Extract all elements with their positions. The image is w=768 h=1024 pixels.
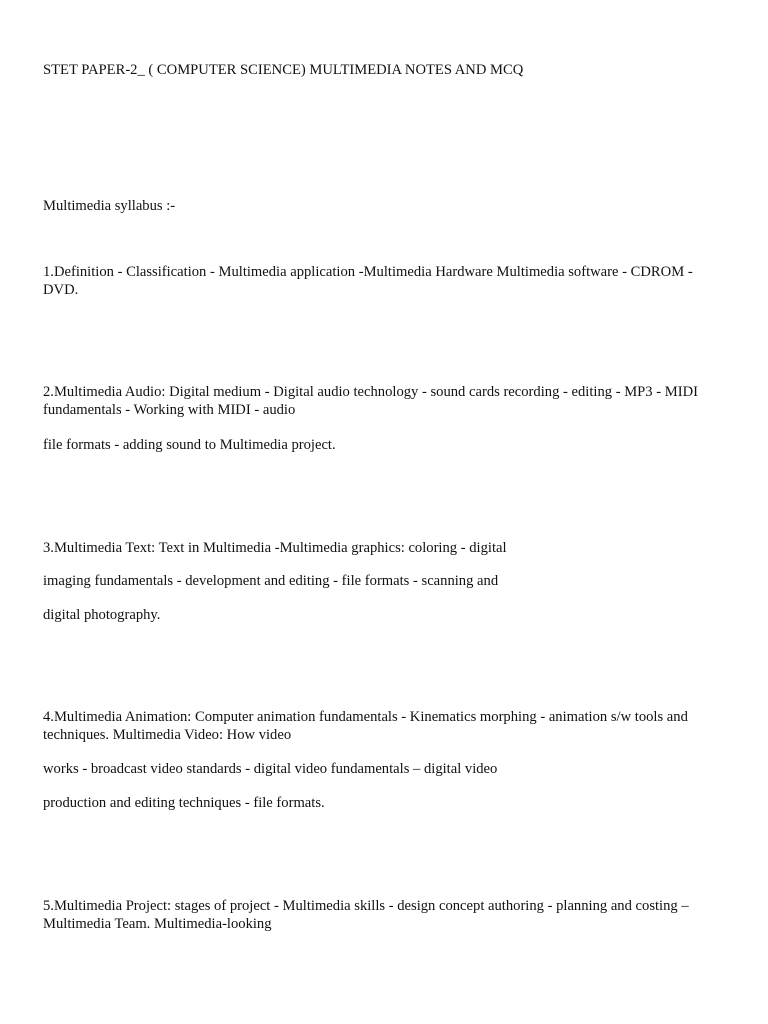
syllabus-item-2: 2.Multimedia Audio: Digital medium - Digital audio technology - sound cards recording - editing - MP3 - MIDI fundamentals - Working with MIDI - audio [43,384,698,418]
syllabus-item-4-continued: works - broadcast video standards - digital video fundamentals – digital video [43,761,498,777]
syllabus-item-3-continued: imaging fundamentals - development and editing - file formats - scanning and [43,573,499,589]
syllabus-item-5: 5.Multimedia Project: stages of project - Multimedia skills - design concept authoring - planning and costing –Multimedia Team. Multimedia-looking [43,898,689,932]
syllabus-item-1: 1.Definition - Classification - Multimedia application -Multimedia Hardware Multimedia software - CDROM - DVD. [43,264,693,298]
syllabus-item-3: 3.Multimedia Text: Text in Multimedia -Multimedia graphics: coloring - digital [43,540,507,556]
syllabus-item-4-continued: production and editing techniques - file formats. [43,795,325,811]
document-title: STET PAPER-2_ ( COMPUTER SCIENCE) MULTIMEDIA NOTES AND MCQ [43,62,524,78]
syllabus-item-4: 4.Multimedia Animation: Computer animation fundamentals - Kinematics morphing - animation s/w tools and techniques. Multimedia Video: How video [43,709,688,743]
syllabus-item-3-continued: digital photography. [43,607,161,623]
syllabus-item-2-continued: file formats - adding sound to Multimedia project. [43,437,336,453]
syllabus-heading: Multimedia syllabus :- [43,198,176,214]
